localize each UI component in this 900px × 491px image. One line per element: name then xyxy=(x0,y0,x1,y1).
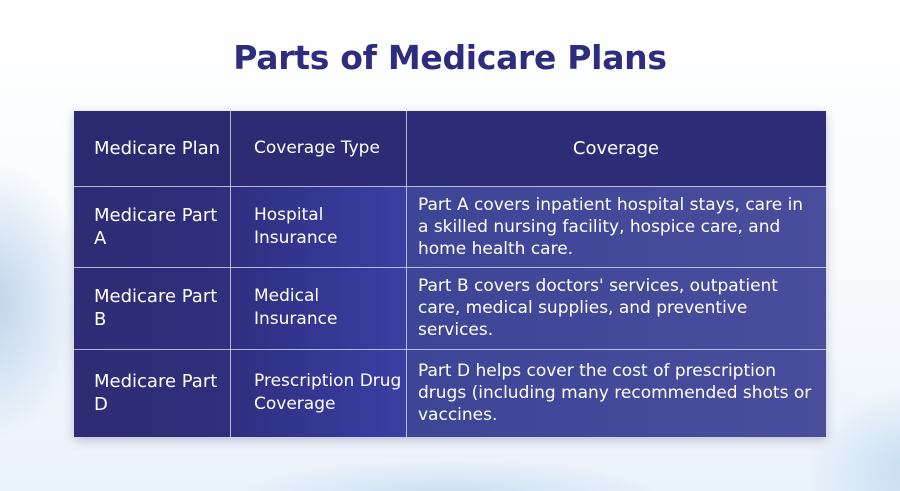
plan-name-cell: Medicare Part B xyxy=(74,267,230,349)
table-row xyxy=(74,267,826,349)
coverage-type-cell: Hospital Insurance xyxy=(230,186,406,267)
header-medicare-plan: Medicare Plan xyxy=(74,111,230,186)
coverage-type-cell: Prescription Drug Coverage xyxy=(230,349,406,437)
row-divider xyxy=(74,349,826,350)
table-row xyxy=(74,186,826,267)
coverage-type-cell: Medical Insurance xyxy=(230,267,406,349)
table-header-row xyxy=(74,111,826,186)
page-title: Parts of Medicare Plans xyxy=(233,38,667,77)
header-coverage: Coverage xyxy=(406,111,826,186)
coverage-description-cell: Part D helps cover the cost of prescription drugs (including many recommended shots or vaccines. xyxy=(406,349,826,437)
medicare-plans-table xyxy=(74,111,826,437)
plan-name-cell: Medicare Part A xyxy=(74,186,230,267)
column-divider xyxy=(230,111,231,437)
row-divider xyxy=(74,267,826,268)
coverage-description-cell: Part A covers inpatient hospital stays, care in a skilled nursing facility, hospice care, and home health care. xyxy=(406,186,826,267)
plan-name-cell: Medicare Part D xyxy=(74,349,230,437)
coverage-description-cell: Part B covers doctors' services, outpatient care, medical supplies, and preventive services. xyxy=(406,267,826,349)
column-divider xyxy=(406,111,407,437)
header-coverage-type: Coverage Type xyxy=(230,111,406,186)
table-row xyxy=(74,349,826,437)
row-divider xyxy=(74,186,826,187)
